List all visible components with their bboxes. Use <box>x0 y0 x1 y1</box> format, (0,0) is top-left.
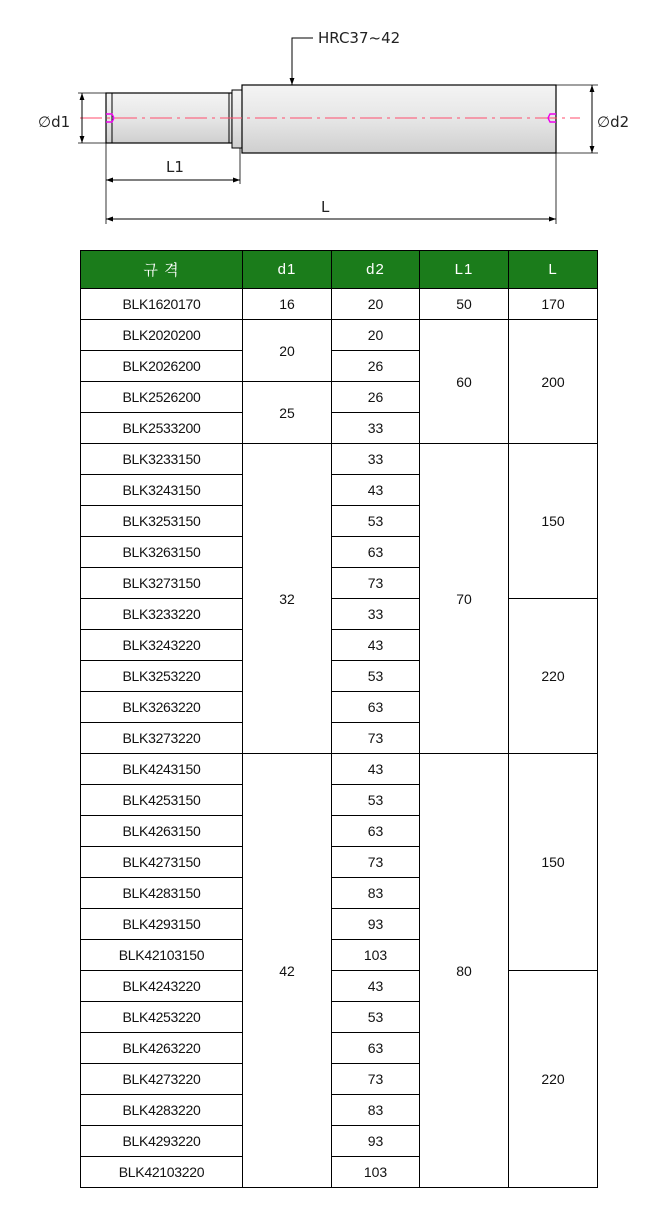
model-cell: BLK4243220 <box>81 971 243 1002</box>
model-cell: BLK3243220 <box>81 630 243 661</box>
d1-cell: 16 <box>243 289 332 320</box>
table-row <box>81 289 598 320</box>
model-cell: BLK3273150 <box>81 568 243 599</box>
d2-cell: 83 <box>332 878 420 909</box>
header-L1: L1 <box>420 251 509 289</box>
hardness-label: HRC37~42 <box>318 29 401 47</box>
d1-cell: 25 <box>243 382 332 444</box>
model-cell: BLK3243150 <box>81 475 243 506</box>
d2-cell: 63 <box>332 816 420 847</box>
d2-label: ∅d2 <box>597 113 630 131</box>
d2-cell: 53 <box>332 661 420 692</box>
model-cell: BLK2026200 <box>81 351 243 382</box>
model-cell: BLK3233220 <box>81 599 243 630</box>
L-cell: 200 <box>509 320 598 444</box>
L-cell: 150 <box>509 444 598 599</box>
model-cell: BLK4243150 <box>81 754 243 785</box>
model-cell: BLK4253150 <box>81 785 243 816</box>
d2-cell: 83 <box>332 1095 420 1126</box>
d1-label: ∅d1 <box>38 113 71 131</box>
d2-cell: 43 <box>332 630 420 661</box>
table-row <box>81 444 598 475</box>
model-cell: BLK2526200 <box>81 382 243 413</box>
model-cell: BLK4293150 <box>81 909 243 940</box>
shaft-drawing <box>0 0 670 245</box>
d2-cell: 63 <box>332 692 420 723</box>
model-cell: BLK4253220 <box>81 1002 243 1033</box>
shaft-neck <box>232 90 242 148</box>
L-cell: 220 <box>509 599 598 754</box>
model-cell: BLK4273150 <box>81 847 243 878</box>
L-cell: 170 <box>509 289 598 320</box>
spec-table <box>80 250 598 1188</box>
table-row <box>81 320 598 351</box>
L1-cell: 50 <box>420 289 509 320</box>
model-cell: BLK3263150 <box>81 537 243 568</box>
d2-cell: 93 <box>332 1126 420 1157</box>
d2-cell: 26 <box>332 351 420 382</box>
d2-cell: 53 <box>332 1002 420 1033</box>
header-model: 규 격 <box>81 251 243 289</box>
d2-cell: 73 <box>332 568 420 599</box>
L1-cell: 70 <box>420 444 509 754</box>
table-row <box>81 971 598 1002</box>
d2-cell: 33 <box>332 413 420 444</box>
model-cell: BLK4263220 <box>81 1033 243 1064</box>
table-row <box>81 599 598 630</box>
model-cell: BLK1620170 <box>81 289 243 320</box>
model-cell: BLK2533200 <box>81 413 243 444</box>
model-cell: BLK2020200 <box>81 320 243 351</box>
d2-cell: 43 <box>332 754 420 785</box>
d1-cell: 20 <box>243 320 332 382</box>
model-cell: BLK3253220 <box>81 661 243 692</box>
d2-cell: 20 <box>332 289 420 320</box>
model-cell: BLK3273220 <box>81 723 243 754</box>
L1-label: L1 <box>166 158 184 176</box>
model-cell: BLK4293220 <box>81 1126 243 1157</box>
model-cell: BLK42103150 <box>81 940 243 971</box>
d2-cell: 63 <box>332 1033 420 1064</box>
d2-cell: 93 <box>332 909 420 940</box>
d2-cell: 63 <box>332 537 420 568</box>
hardness-leader <box>292 38 313 85</box>
model-cell: BLK4273220 <box>81 1064 243 1095</box>
d2-cell: 26 <box>332 382 420 413</box>
model-cell: BLK3233150 <box>81 444 243 475</box>
d1-cell: 32 <box>243 444 332 754</box>
d2-cell: 43 <box>332 475 420 506</box>
L-label: L <box>321 198 330 216</box>
model-cell: BLK4263150 <box>81 816 243 847</box>
header-d2: d2 <box>332 251 420 289</box>
d2-cell: 43 <box>332 971 420 1002</box>
model-cell: BLK3263220 <box>81 692 243 723</box>
L1-cell: 60 <box>420 320 509 444</box>
d2-cell: 33 <box>332 444 420 475</box>
model-cell: BLK42103220 <box>81 1157 243 1188</box>
d2-cell: 73 <box>332 723 420 754</box>
L1-cell: 80 <box>420 754 509 1188</box>
model-cell: BLK3253150 <box>81 506 243 537</box>
header-d1: d1 <box>243 251 332 289</box>
d2-cell: 73 <box>332 847 420 878</box>
model-cell: BLK4283150 <box>81 878 243 909</box>
large-shaft-section <box>242 85 556 153</box>
d2-cell: 33 <box>332 599 420 630</box>
header-row <box>81 251 598 289</box>
d2-cell: 103 <box>332 1157 420 1188</box>
d1-cell: 42 <box>243 754 332 1188</box>
d2-cell: 20 <box>332 320 420 351</box>
spec-table-body <box>81 289 598 1188</box>
model-cell: BLK4283220 <box>81 1095 243 1126</box>
table-row <box>81 754 598 785</box>
L-cell: 220 <box>509 971 598 1188</box>
d2-cell: 53 <box>332 506 420 537</box>
header-L: L <box>509 251 598 289</box>
d2-cell: 103 <box>332 940 420 971</box>
d2-cell: 73 <box>332 1064 420 1095</box>
L-cell: 150 <box>509 754 598 971</box>
d2-cell: 53 <box>332 785 420 816</box>
